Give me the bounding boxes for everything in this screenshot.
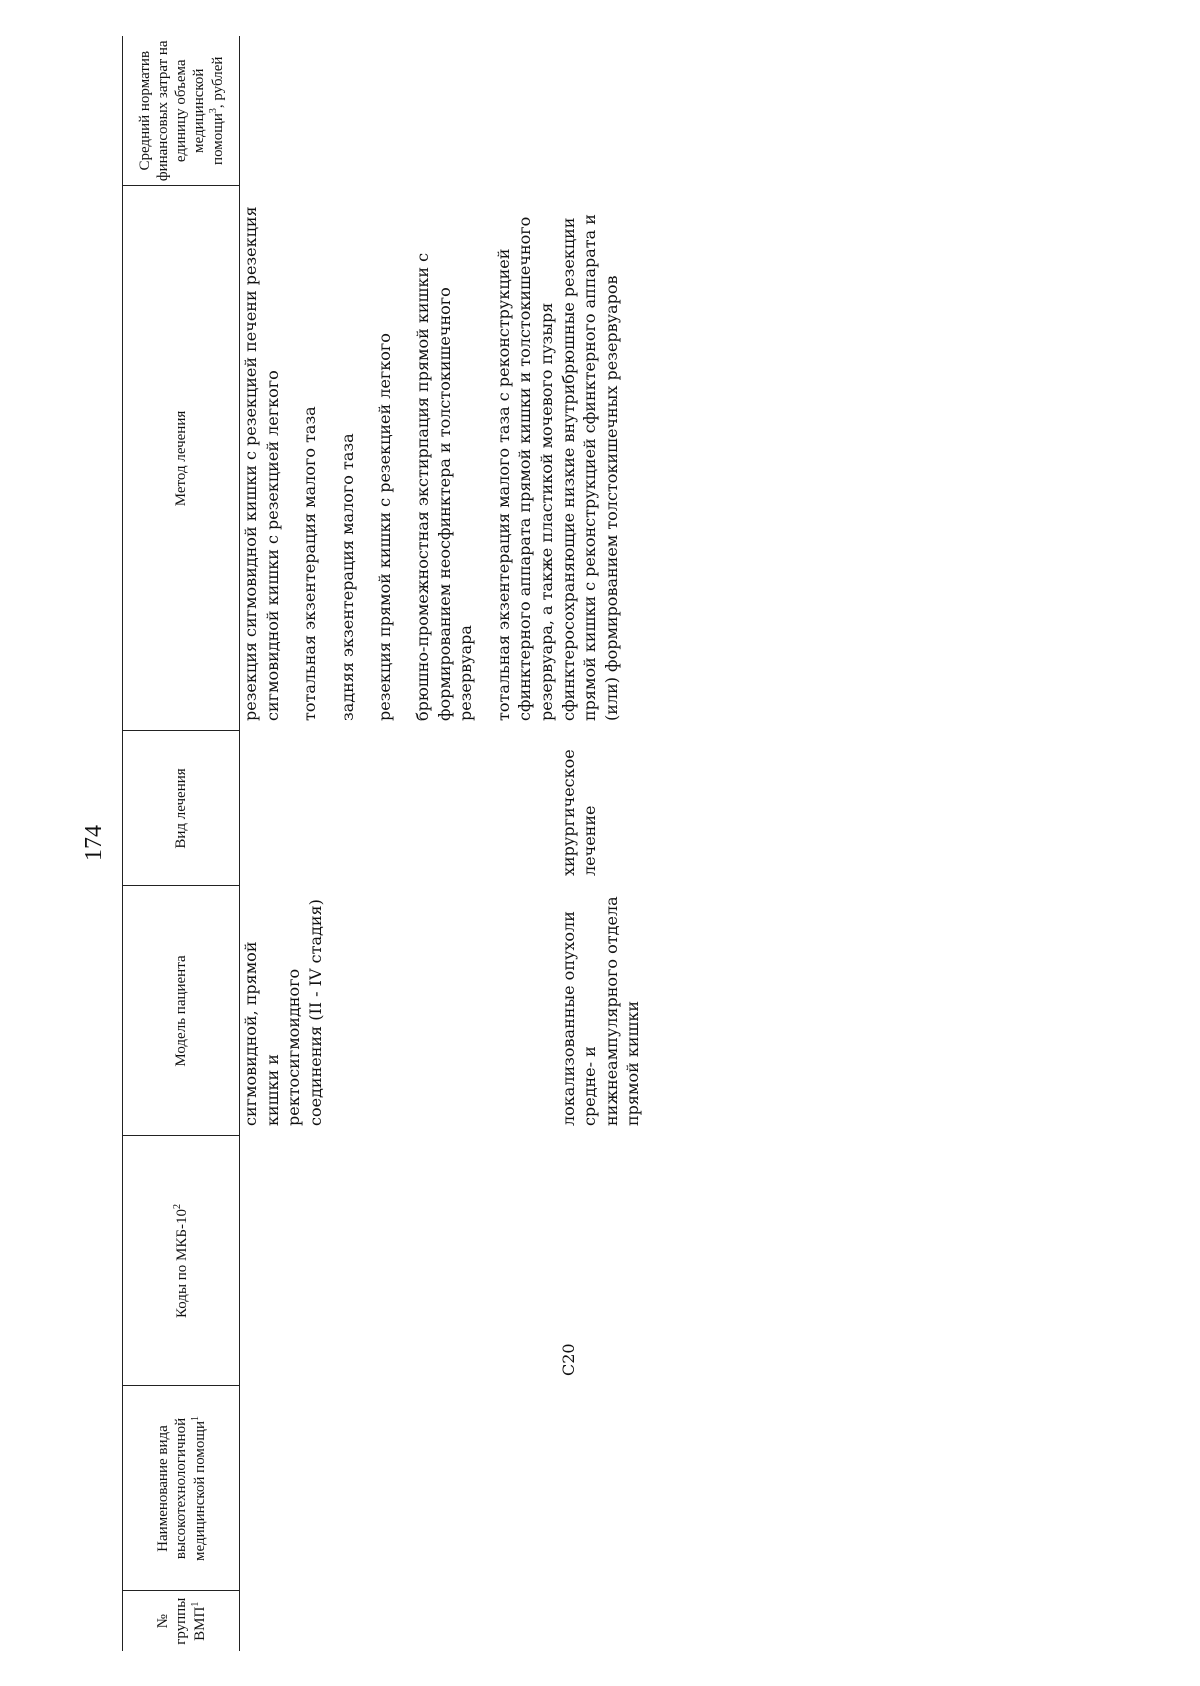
cell-icd-code: C20	[558, 1343, 578, 1376]
method-item: задняя экзентерация малого таза	[337, 433, 357, 721]
method-item: тотальная экзентерация малого таза	[300, 406, 320, 721]
cell-treatment-type: хирургическое лечение	[558, 749, 600, 876]
header-patient-model: Модель пациента	[123, 886, 240, 1136]
rotated-table-sheet	[122, 36, 1122, 1651]
cell-icd-code	[240, 1136, 558, 1386]
cell-vmp-name	[240, 1386, 558, 1591]
header-cost-norm: Средний норматив финансовых затрат на единицу объема медицинской помощи$^3$, рублей	[123, 36, 240, 186]
vmp-table	[122, 36, 644, 1651]
method-item: сфинктеросохраняющие низкие внутрибрюшные резекции прямой кишки с реконструкцией сфинктерного аппарата и (или) формированием толстокишечных резервуаров	[558, 214, 621, 721]
cell-treatment-methods	[558, 186, 644, 731]
header-group-number: № группы ВМП$^1$	[123, 1591, 240, 1651]
table-row	[240, 36, 558, 1651]
table-row	[558, 36, 644, 1651]
header-treatment-type: Вид лечения	[123, 731, 240, 886]
cell-cost-norm	[240, 36, 558, 186]
header-treatment-method: Метод лечения	[123, 186, 240, 731]
header-vmp-name: Наименование вида высокотехнологичной медицинской помощи$^1$	[123, 1386, 240, 1591]
method-item: резекция прямой кишки с резекцией легкого	[375, 333, 395, 721]
header-icd-codes: Коды по МКБ-$10^2$	[123, 1136, 240, 1386]
cell-patient-model: сигмовидной, прямой кишки и ректосигмоидного соединения (II - IV стадия)	[241, 899, 325, 1126]
method-item: брюшно-промежностная экстирпация прямой кишки с формированием неосфинктера и толстокишечного резервуара	[412, 252, 476, 721]
cell-treatment-methods	[240, 186, 558, 731]
table-header-row	[123, 36, 240, 1651]
page-number: 174	[80, 825, 107, 861]
cell-group-number	[240, 1591, 558, 1651]
cell-treatment-type	[240, 731, 558, 886]
method-item: тотальная экзентерация малого таза с реконструкцией сфинктерного аппарата прямой кишки и толстокишечного резервуара, а также пластикой мочевого пузыря	[493, 216, 556, 721]
cell-group-number	[558, 1591, 644, 1651]
method-item: резекция сигмовидной кишки с резекцией печени резекция сигмовидной кишки с резекцией легкого	[241, 206, 282, 721]
cell-vmp-name	[558, 1386, 644, 1591]
cell-patient-model: локализованные опухоли средне- и нижнеампулярного отдела прямой кишки	[558, 896, 643, 1126]
cell-cost-norm	[558, 36, 644, 186]
